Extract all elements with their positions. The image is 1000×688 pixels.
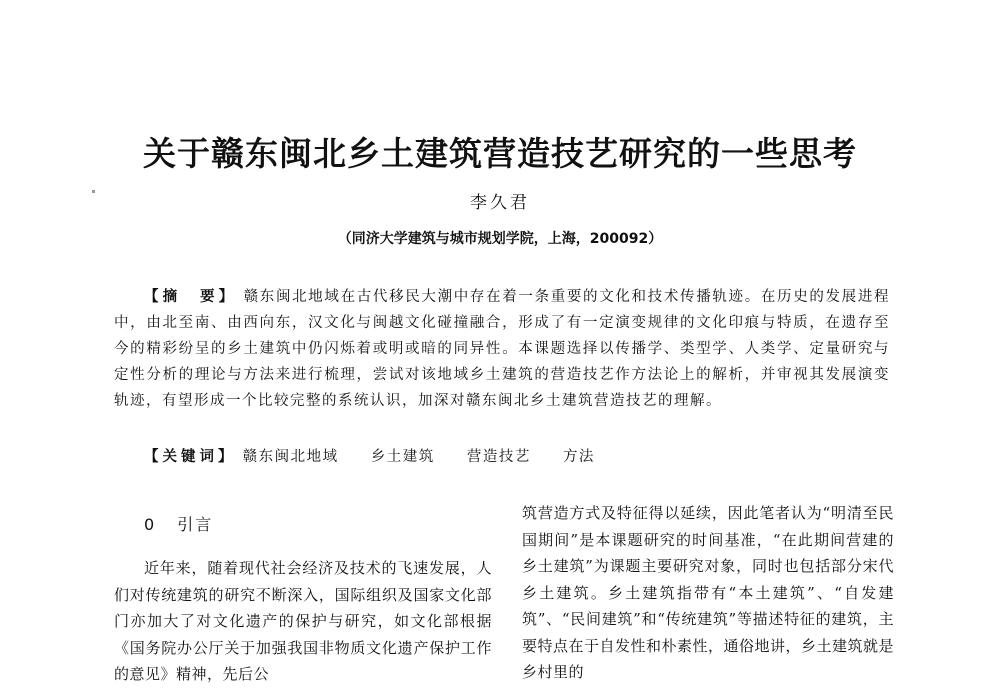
author-name: 李久君	[470, 193, 530, 213]
paper-title: 关于赣东闽北乡土建筑营造技艺研究的一些思考	[143, 134, 857, 173]
abstract-paragraph	[114, 284, 890, 414]
section-title: 引言	[177, 515, 214, 534]
keyword-item: 营造技艺	[466, 449, 531, 465]
keywords-label: 【关键词】	[144, 448, 237, 465]
left-column-text: 近年来，随着现代社会经济及技术的飞速发展，人们对传统建筑的研究不断深入，国际组织及国家文化部门亦加大了对文化遗产的保护与研究，如文化部根据《国务院办公厅关于加强我国非物质文化遗产保护工作的意见》精神，先后公	[114, 559, 492, 683]
author-affiliation: （同济大学建筑与城市规划学院，上海，200092）	[337, 231, 663, 247]
keyword-item: 乡土建筑	[370, 449, 435, 465]
keyword-item: 方法	[562, 449, 595, 465]
section-number: 0	[144, 515, 157, 534]
keyword-item: 赣东闽北地域	[242, 449, 339, 465]
abstract-text: 赣东闽北地域在古代移民大潮中存在着一条重要的文化和技术传播轨迹。在历史的发展进程中，由北至南、由西向东，汉文化与闽越文化碰撞融合，形成了有一定演变规律的文化印痕与特质，在遗存至今的精彩纷呈的乡土建筑中仍闪烁着或明或暗的同异性。本课题选择以传播学、类型学、人类学、定量研究与定性分析的理论与方法来进行梳理，尝试对该地域乡土建筑的营造技艺作方法论上的解析，并审视其发展演变轨迹，有望形成一个比较完整的系统认识，加深对赣东闽北乡土建筑营造技艺的理解。	[114, 289, 891, 409]
section-heading	[144, 512, 492, 535]
right-column-text: 筑营造方式及特征得以延续，因此笔者认为“明清至民国期间”是本课题研究的时间基准，“在此期间营建的乡土建筑”为课题主要研究对象，同时也包括部分宋代乡土建筑。乡土建筑指带有“本土建筑”、“自发建筑”、“民间建筑”和“传统建筑”等描述特征的建筑，主要特点在于自发性和朴素性，通俗地讲，乡土建筑就是乡村里的	[522, 504, 895, 681]
left-column	[114, 512, 492, 688]
keywords-line	[144, 444, 890, 470]
abstract-label: 【摘 要】	[144, 288, 238, 305]
right-column	[522, 500, 894, 686]
